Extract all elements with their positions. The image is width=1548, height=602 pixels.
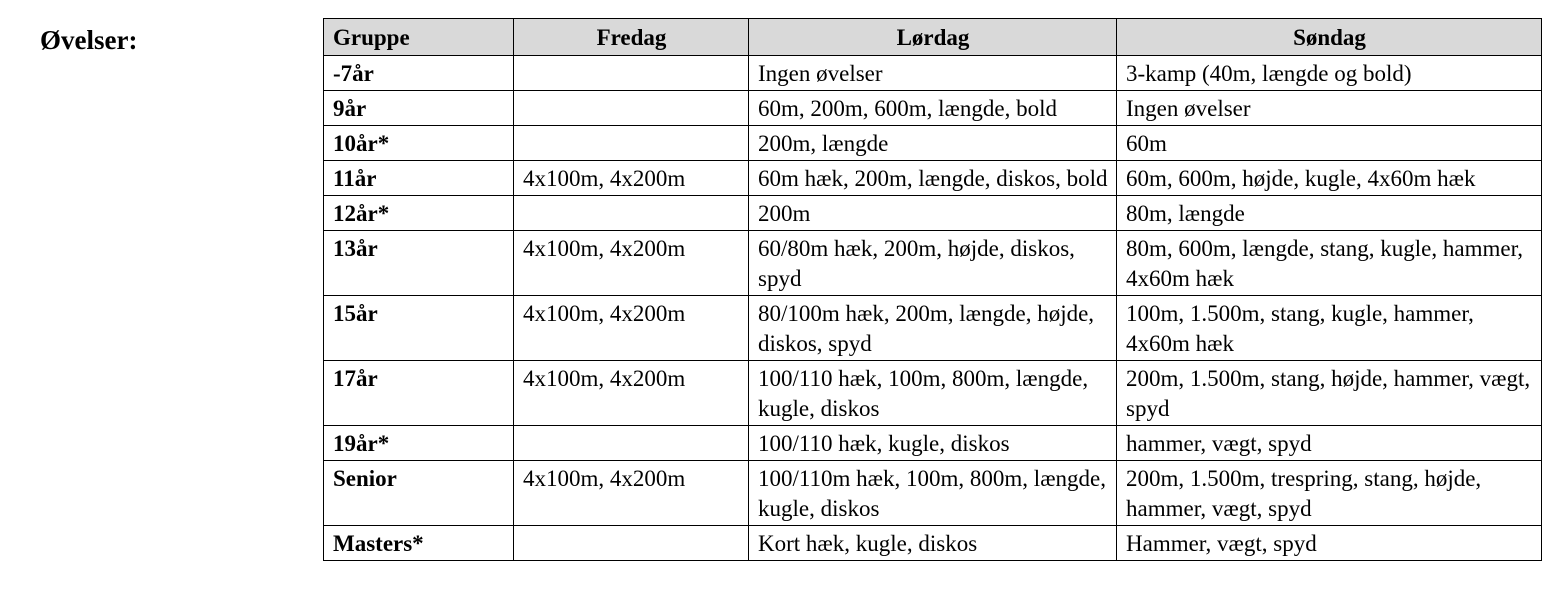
group-cell: Masters* — [324, 526, 514, 561]
saturday-cell: 200m, længde — [749, 126, 1117, 161]
saturday-cell: 60m hæk, 200m, længde, diskos, bold — [749, 161, 1117, 196]
friday-cell: 4x100m, 4x200m — [514, 296, 749, 361]
table-row — [324, 461, 1542, 526]
table-row — [324, 126, 1542, 161]
group-cell: Senior — [324, 461, 514, 526]
table-row — [324, 91, 1542, 126]
table-row — [324, 231, 1542, 296]
sunday-cell: Ingen øvelser — [1117, 91, 1542, 126]
saturday-cell: 100/110 hæk, 100m, 800m, længde, kugle, diskos — [749, 361, 1117, 426]
group-cell: 13år — [324, 231, 514, 296]
friday-cell — [514, 126, 749, 161]
sunday-cell: 60m — [1117, 126, 1542, 161]
group-cell: 11år — [324, 161, 514, 196]
friday-cell — [514, 526, 749, 561]
group-cell: -7år — [324, 56, 514, 91]
sunday-cell: 60m, 600m, højde, kugle, 4x60m hæk — [1117, 161, 1542, 196]
column-header-group: Gruppe — [324, 19, 514, 56]
saturday-cell: Ingen øvelser — [749, 56, 1117, 91]
friday-cell — [514, 426, 749, 461]
sunday-cell: Hammer, vægt, spyd — [1117, 526, 1542, 561]
friday-cell — [514, 91, 749, 126]
saturday-cell: 60/80m hæk, 200m, højde, diskos, spyd — [749, 231, 1117, 296]
friday-cell — [514, 56, 749, 91]
friday-cell: 4x100m, 4x200m — [514, 461, 749, 526]
table-row — [324, 161, 1542, 196]
saturday-cell: 100/110m hæk, 100m, 800m, længde, kugle, diskos — [749, 461, 1117, 526]
friday-cell: 4x100m, 4x200m — [514, 161, 749, 196]
friday-cell: 4x100m, 4x200m — [514, 361, 749, 426]
group-cell: 15år — [324, 296, 514, 361]
table-row — [324, 56, 1542, 91]
sunday-cell: 80m, 600m, længde, stang, kugle, hammer, 4x60m hæk — [1117, 231, 1542, 296]
friday-cell — [514, 196, 749, 231]
group-cell: 12år* — [324, 196, 514, 231]
sunday-cell: 100m, 1.500m, stang, kugle, hammer, 4x60m hæk — [1117, 296, 1542, 361]
group-cell: 19år* — [324, 426, 514, 461]
saturday-cell: 60m, 200m, 600m, længde, bold — [749, 91, 1117, 126]
group-cell: 17år — [324, 361, 514, 426]
table-row — [324, 361, 1542, 426]
sunday-cell: 80m, længde — [1117, 196, 1542, 231]
page-heading: Øvelser: — [40, 25, 138, 55]
column-header-saturday: Lørdag — [749, 19, 1117, 56]
table-row — [324, 196, 1542, 231]
saturday-cell: 100/110 hæk, kugle, diskos — [749, 426, 1117, 461]
friday-cell: 4x100m, 4x200m — [514, 231, 749, 296]
table-header-row — [324, 19, 1542, 56]
saturday-cell: 80/100m hæk, 200m, længde, højde, diskos, spyd — [749, 296, 1117, 361]
group-cell: 10år* — [324, 126, 514, 161]
sunday-cell: hammer, vægt, spyd — [1117, 426, 1542, 461]
table-row — [324, 296, 1542, 361]
sunday-cell: 200m, 1.500m, stang, højde, hammer, vægt, spyd — [1117, 361, 1542, 426]
saturday-cell: Kort hæk, kugle, diskos — [749, 526, 1117, 561]
saturday-cell: 200m — [749, 196, 1117, 231]
column-header-friday: Fredag — [514, 19, 749, 56]
sunday-cell: 3-kamp (40m, længde og bold) — [1117, 56, 1542, 91]
table-row — [324, 526, 1542, 561]
events-schedule-table — [323, 18, 1542, 561]
group-cell: 9år — [324, 91, 514, 126]
table-row — [324, 426, 1542, 461]
sunday-cell: 200m, 1.500m, trespring, stang, højde, hammer, vægt, spyd — [1117, 461, 1542, 526]
column-header-sunday: Søndag — [1117, 19, 1542, 56]
